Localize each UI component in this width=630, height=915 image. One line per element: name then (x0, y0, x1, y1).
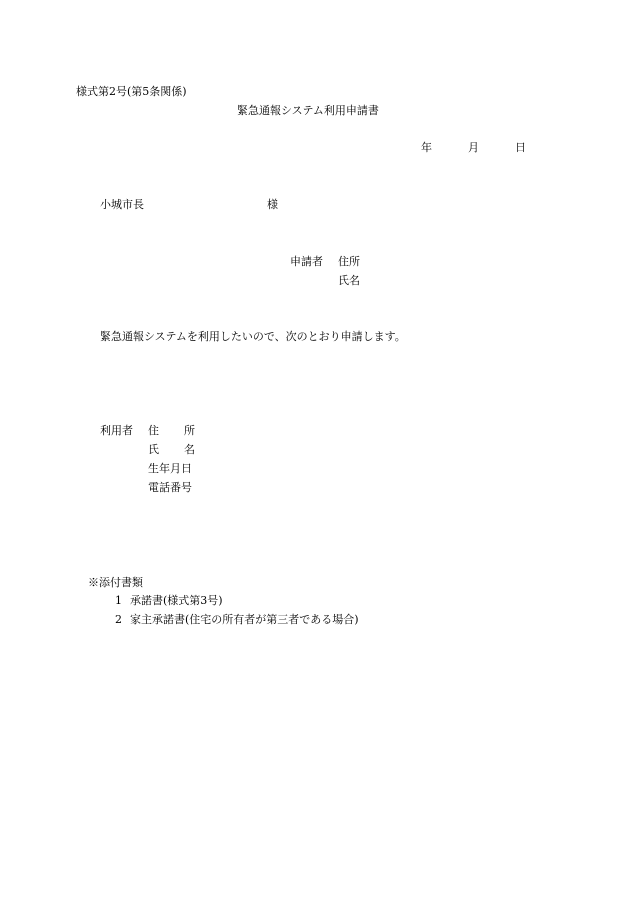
form-title: 緊急通報システム利用申請書 (237, 104, 379, 117)
attachment-item-text: 承諾書(様式第3号) (130, 594, 223, 607)
addressee-honorific: 様 (267, 198, 278, 211)
user-phone-label: 電話番号 (148, 481, 192, 494)
attachment-item-text: 家主承諾書(住宅の所有者が第三者である場合) (130, 613, 359, 626)
user-birthdate-label: 生年月日 (148, 462, 192, 475)
attachments-heading: ※添付書類 (88, 576, 143, 589)
user-address-label-1: 住 (148, 424, 159, 437)
date-year-label: 年 (421, 141, 432, 154)
form-number: 様式第2号(第5条関係) (76, 85, 187, 98)
user-address-label-2: 所 (184, 424, 195, 437)
user-label: 利用者 (100, 424, 133, 437)
application-statement: 緊急通報システムを利用したいので、次のとおり申請します。 (100, 330, 406, 343)
addressee-name: 小城市長 (100, 198, 144, 211)
applicant-label: 申請者 (290, 255, 323, 268)
applicant-address-label: 住所 (338, 255, 360, 268)
date-day-label: 日 (515, 141, 526, 154)
user-name-label-2: 名 (184, 443, 195, 456)
attachment-item-number: 1 (115, 594, 122, 607)
applicant-name-label: 氏名 (338, 274, 360, 287)
date-month-label: 月 (468, 141, 479, 154)
attachment-item-number: 2 (115, 613, 122, 626)
user-name-label-1: 氏 (148, 443, 159, 456)
